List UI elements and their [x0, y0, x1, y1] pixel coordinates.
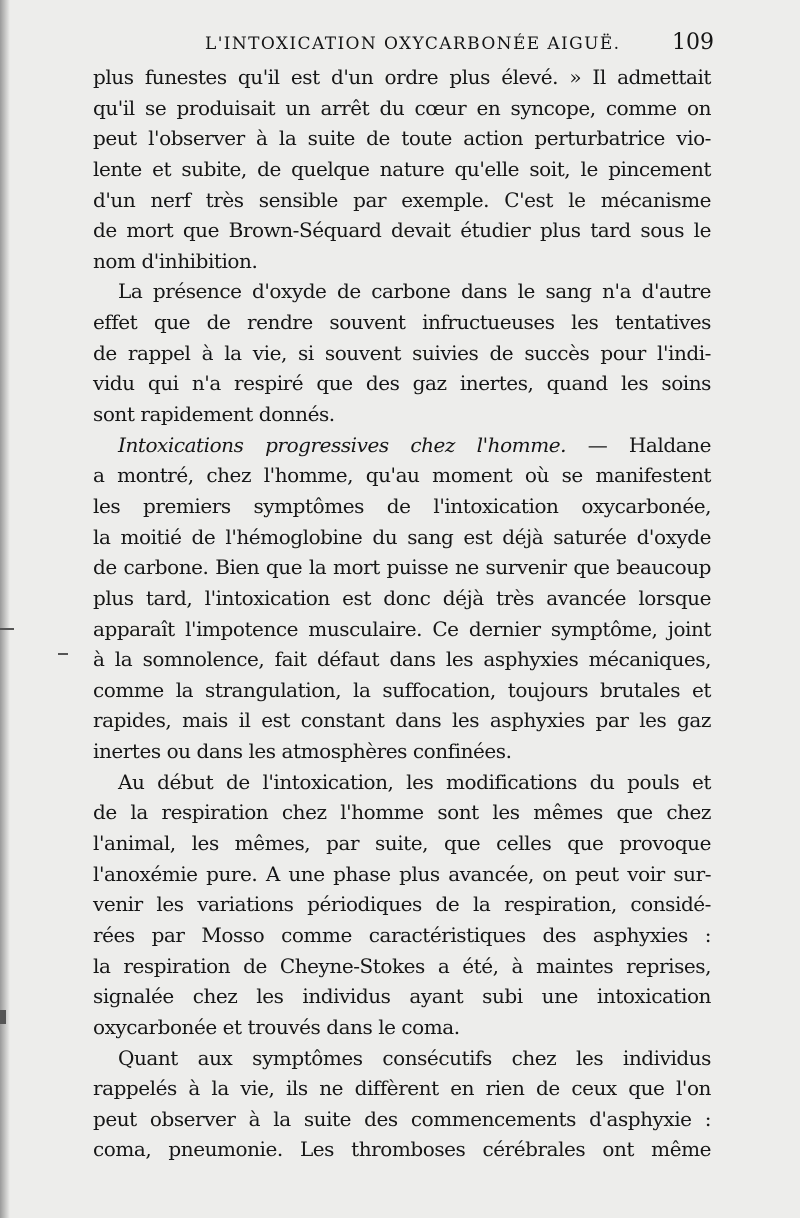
text-line	[93, 460, 711, 491]
line-text: à la somnolence, fait défaut dans les asphyxies mécaniques,	[93, 647, 711, 672]
text-line	[93, 767, 711, 798]
text-line	[93, 215, 711, 246]
text-line	[93, 276, 711, 307]
body-text	[93, 62, 711, 1165]
line-text: nom d'inhibition.	[93, 248, 258, 273]
page-header	[0, 28, 800, 62]
text-line	[93, 736, 711, 767]
line-text: de la respiration chez l'homme sont les mêmes que chez	[93, 800, 711, 825]
text-line	[93, 552, 711, 583]
line-text: plus tard, l'intoxication est donc déjà très avancée lorsque	[93, 585, 711, 610]
line-text: comme la strangulation, la suffocation, toujours brutales et	[93, 677, 711, 702]
text-line	[93, 1134, 711, 1165]
margin-mark	[0, 1010, 6, 1024]
line-text: inertes ou dans les atmosphères confinées.	[93, 739, 512, 764]
line-text: l'anoxémie pure. A une phase plus avancée, on peut voir sur-	[93, 861, 711, 886]
line-text: la respiration de Cheyne-Stokes a été, à maintes reprises,	[93, 953, 711, 978]
text-line	[93, 583, 711, 614]
scan-edge-shadow	[0, 0, 10, 1218]
line-text: peut l'observer à la suite de toute action perturbatrice vio-	[93, 126, 711, 151]
text-line	[93, 859, 711, 890]
line-text: apparaît l'impotence musculaire. Ce dernier symptôme, joint	[93, 616, 711, 641]
line-text: plus funestes qu'il est d'un ordre plus élevé. » Il admettait	[93, 65, 711, 89]
margin-mark	[0, 628, 14, 630]
text-line	[93, 123, 711, 154]
line-text: rapides, mais il est constant dans les asphyxies par les gaz	[93, 708, 711, 733]
text-line	[93, 705, 711, 736]
line-text: a montré, chez l'homme, qu'au moment où se manifestent	[93, 463, 711, 488]
line-text: qu'il se produisait un arrêt du cœur en syncope, comme on	[93, 95, 711, 120]
text-line	[93, 920, 711, 951]
text-line	[93, 1073, 711, 1104]
text-line	[93, 368, 711, 399]
line-text: rées par Mosso comme caractéristiques des asphyxies :	[93, 922, 711, 947]
line-text: coma, pneumonie. Les thromboses cérébrales ont même	[93, 1137, 711, 1162]
line-text: effet que de rendre souvent infructueuses les tentatives	[93, 310, 711, 335]
text-line	[93, 797, 711, 828]
line-text: sont rapidement donnés.	[93, 402, 335, 427]
line-text: peut observer à la suite des commencements d'asphyxie :	[93, 1106, 711, 1131]
text-line	[93, 430, 711, 461]
line-text: Quant aux symptômes consécutifs chez les individus	[118, 1045, 711, 1070]
line-text: les premiers symptômes de l'intoxication oxycarbonée,	[93, 493, 711, 518]
line-text: oxycarbonée et trouvés dans le coma.	[93, 1014, 460, 1039]
line-text: la moitié de l'hémoglobine du sang est déjà saturée d'oxyde	[93, 524, 711, 549]
line-text: lente et subite, de quelque nature qu'elle soit, le pincement	[93, 156, 711, 181]
text-line	[93, 491, 711, 522]
line-text: Au début de l'intoxication, les modifications du pouls et	[118, 769, 711, 794]
line-text: l'animal, les mêmes, par suite, que celles que provoque	[93, 831, 711, 856]
line-text: de rappel à la vie, si souvent suivies de succès pour l'indi-	[93, 340, 711, 365]
text-line	[93, 1012, 711, 1043]
text-line	[93, 1043, 711, 1074]
text-line	[93, 644, 711, 675]
page-number: 109	[672, 30, 714, 55]
text-line	[93, 399, 711, 430]
text-line	[93, 62, 711, 93]
line-text: de carbone. Bien que la mort puisse ne survenir que beaucoup	[93, 555, 711, 580]
text-line	[93, 675, 711, 706]
italic-heading: Intoxications progressives chez l'homme.	[118, 432, 567, 457]
text-line	[93, 522, 711, 553]
text-line	[93, 338, 711, 369]
text-line	[93, 307, 711, 338]
text-line	[93, 1104, 711, 1135]
running-title: L'INTOXICATION OXYCARBONÉE AIGUË.	[205, 34, 621, 54]
margin-mark	[58, 653, 68, 655]
text-line	[93, 828, 711, 859]
line-text: La présence d'oxyde de carbone dans le sang n'a d'autre	[118, 279, 711, 304]
line-text: d'un nerf très sensible par exemple. C'est le mécanisme	[93, 187, 711, 212]
line-text: — Haldane	[566, 432, 711, 457]
line-text: vidu qui n'a respiré que des gaz inertes, quand les soins	[93, 371, 711, 396]
line-text: rappelés à la vie, ils ne diffèrent en rien de ceux que l'on	[93, 1076, 711, 1101]
text-line	[93, 185, 711, 216]
text-line	[93, 246, 711, 277]
text-line	[93, 889, 711, 920]
text-line	[93, 981, 711, 1012]
line-text: signalée chez les individus ayant subi une intoxication	[93, 984, 711, 1009]
line-text: venir les variations périodiques de la respiration, considé-	[93, 892, 711, 917]
text-line	[93, 951, 711, 982]
line-text: de mort que Brown-Séquard devait étudier plus tard sous le	[93, 218, 711, 243]
text-line	[93, 93, 711, 124]
text-line	[93, 154, 711, 185]
text-line	[93, 614, 711, 645]
